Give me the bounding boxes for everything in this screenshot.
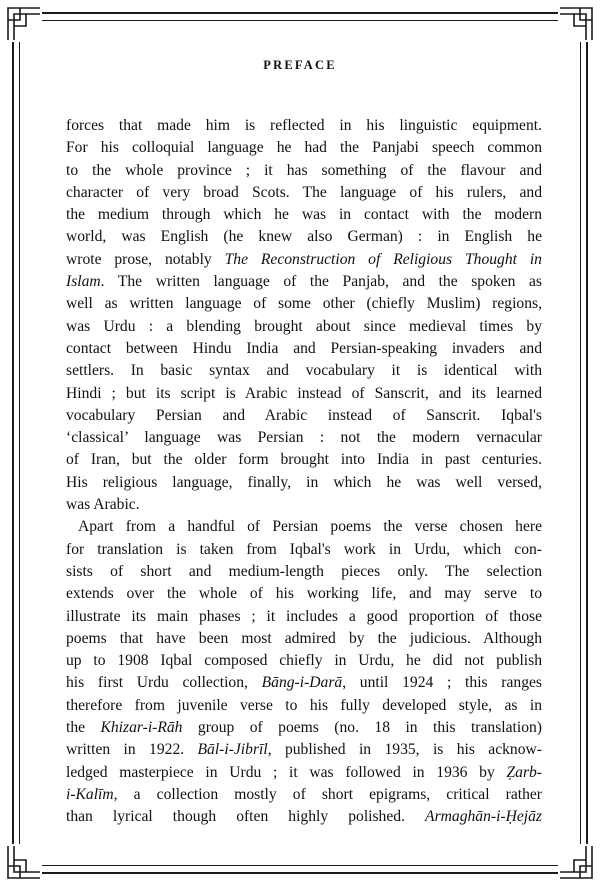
text-line: wrote prose, notably The Reconstruction of Religious Thought in xyxy=(66,250,542,268)
text-line: his first Urdu collection, Bāng-i-Darā, until 1924 ; this ranges xyxy=(66,674,543,692)
text-line: up to 1908 Iqbal composed chiefly in Urdu, he did not publish xyxy=(66,652,542,670)
text-line: ‘classical’ language was Persian : not the modern vernacular xyxy=(66,429,542,447)
text-line: to the whole province ; it has something of the flavour and xyxy=(66,161,542,179)
text-line: was Arabic. xyxy=(66,496,140,514)
italic-title: Armaghān-i-Ḥejāz xyxy=(425,808,542,826)
text-line: was Urdu : a blending brought about since medieval times by xyxy=(66,317,542,335)
text-line: His religious language, finally, in which he was well versed, xyxy=(66,473,542,491)
corner-ornament-bottom-left xyxy=(6,844,42,880)
text-line: vocabulary Persian and Arabic instead of Sanscrit. Iqbal's xyxy=(66,406,542,424)
text-line: forces that made him is reflected in his linguistic equipment. xyxy=(66,117,542,134)
text-line: for translation is taken from Iqbal's work in Urdu, which con- xyxy=(66,540,542,558)
text-line: of Iran, but the older form brought into India in past centuries. xyxy=(66,451,542,469)
text-line: the Khizar-i-Rāh group of poems (no. 18 in this translation) xyxy=(66,719,542,737)
italic-title: Khizar-i-Rāh xyxy=(100,719,183,737)
text-line: i-Kalīm, a collection mostly of short epigrams, critical rather xyxy=(66,785,542,803)
text-line: the medium through which he was in contact with the modern xyxy=(66,206,542,224)
preface-body-text xyxy=(66,115,542,829)
text-line: contact between Hindu India and Persian-speaking invaders and xyxy=(66,339,542,357)
text-line: For his colloquial language he had the Panjabi speech common xyxy=(66,139,542,157)
text-line: character of very broad Scots. The language of his rulers, and xyxy=(66,183,542,201)
text-line: extends over the whole of his working life, and may serve to xyxy=(66,585,542,603)
corner-ornament-top-left xyxy=(6,6,42,42)
text-line: Islam. The written language of the Panjab, and the spoken as xyxy=(66,273,542,291)
text-line: world, was English (he knew also German) : in English he xyxy=(66,228,542,246)
corner-ornament-bottom-right xyxy=(558,844,594,880)
italic-title: Ẓarb- xyxy=(506,763,542,781)
text-line: ledged masterpiece in Urdu ; it was followed in 1936 by Ẓarb- xyxy=(66,763,542,781)
text-line: well as written language of some other (chiefly Muslim) regions, xyxy=(66,295,542,313)
italic-title: Bāng-i-Darā xyxy=(261,674,343,692)
italic-title: The Reconstruction of Religious Thought in xyxy=(224,250,542,268)
italic-title: Bāl-i-Jibrīl xyxy=(197,741,268,759)
text-line: than lyrical though often highly polished. Armaghān-i-Ḥejāz xyxy=(66,808,542,826)
text-line: illustrate its main phases ; it includes a good proportion of those xyxy=(66,607,542,625)
running-head: PREFACE xyxy=(263,58,337,72)
italic-title: Islam xyxy=(66,273,101,291)
text-line: Hindi ; but its script is Arabic instead of Sanscrit, and its learned xyxy=(66,384,542,402)
text-line: therefore from juvenile verse to his fully developed style, as in xyxy=(66,696,542,714)
text-line: Apart from a handful of Persian poems the verse chosen here xyxy=(78,518,542,536)
text-line: written in 1922. Bāl-i-Jibrīl, published in 1935, is his acknow- xyxy=(66,741,542,759)
text-line: sists of short and medium-length pieces only. The selection xyxy=(66,562,542,580)
corner-ornament-top-right xyxy=(558,6,594,42)
text-line: poems that have been most admired by the judicious. Although xyxy=(66,629,542,647)
italic-title: i-Kalīm xyxy=(66,785,114,803)
text-line: settlers. In basic syntax and vocabulary it is identical with xyxy=(66,362,542,380)
